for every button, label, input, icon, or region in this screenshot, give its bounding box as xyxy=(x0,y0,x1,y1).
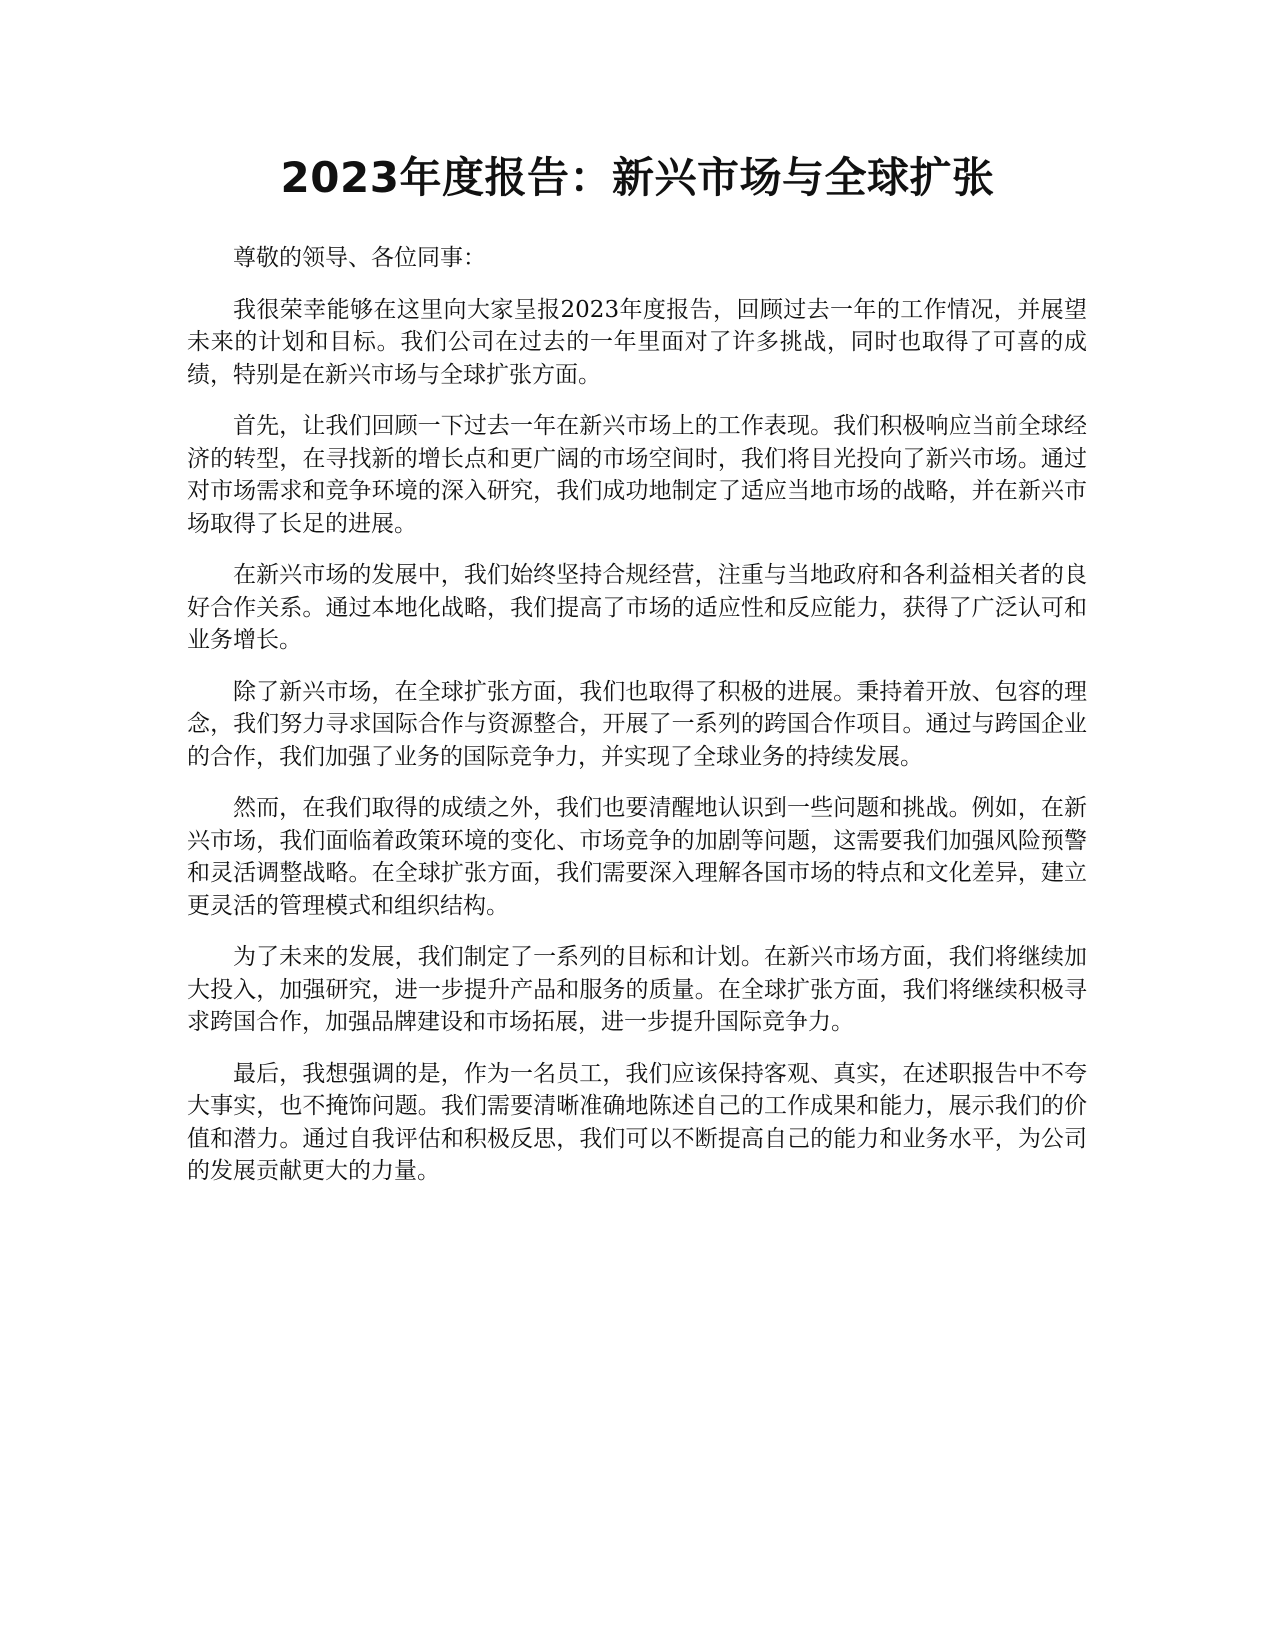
body-paragraph: 为了未来的发展，我们制定了一系列的目标和计划。在新兴市场方面，我们将继续加大投入，加强研究，进一步提升产品和服务的质量。在全球扩张方面，我们将继续积极寻求跨国合作，加强品牌建设和市场拓展，进一步提升国际竞争力。 xyxy=(187,944,1087,1035)
body-paragraph: 最后，我想强调的是，作为一名员工，我们应该保持客观、真实，在述职报告中不夸大事实，也不掩饰问题。我们需要清晰准确地陈述自己的工作成果和能力，展示我们的价值和潜力。通过自我评估和积极反思，我们可以不断提高自己的能力和业务水平，为公司的发展贡献更大的力量。 xyxy=(187,1060,1087,1184)
salutation-paragraph: 尊敬的领导、各位同事： xyxy=(233,245,486,271)
body-paragraph: 在新兴市场的发展中，我们始终坚持合规经营，注重与当地政府和各利益相关者的良好合作关系。通过本地化战略，我们提高了市场的适应性和反应能力，获得了广泛认可和业务增长。 xyxy=(187,562,1087,653)
body-paragraph: 首先，让我们回顾一下过去一年在新兴市场上的工作表现。我们积极响应当前全球经济的转型，在寻找新的增长点和更广阔的市场空间时，我们将目光投向了新兴市场。通过对市场需求和竞争环境的深入研究，我们成功地制定了适应当地市场的战略，并在新兴市场取得了长足的进展。 xyxy=(187,413,1087,537)
body-paragraph: 然而，在我们取得的成绩之外，我们也要清醒地认识到一些问题和挑战。例如，在新兴市场，我们面临着政策环境的变化、市场竞争的加剧等问题，这需要我们加强风险预警和灵活调整战略。在全球扩张方面，我们需要深入理解各国市场的特点和文化差异，建立更灵活的管理模式和组织结构。 xyxy=(187,795,1087,919)
document-title: 2023年度报告：新兴市场与全球扩张 xyxy=(280,153,995,202)
body-paragraph: 我很荣幸能够在这里向大家呈报2023年度报告，回顾过去一年的工作情况，并展望未来的计划和目标。我们公司在过去的一年里面对了许多挑战，同时也取得了可喜的成绩，特别是在新兴市场与全球扩张方面。 xyxy=(187,296,1087,388)
body-paragraph: 除了新兴市场，在全球扩张方面，我们也取得了积极的进展。秉持着开放、包容的理念，我们努力寻求国际合作与资源整合，开展了一系列的跨国合作项目。通过与跨国企业的合作，我们加强了业务的国际竞争力，并实现了全球业务的持续发展。 xyxy=(187,678,1087,770)
document-body xyxy=(187,242,1087,1207)
